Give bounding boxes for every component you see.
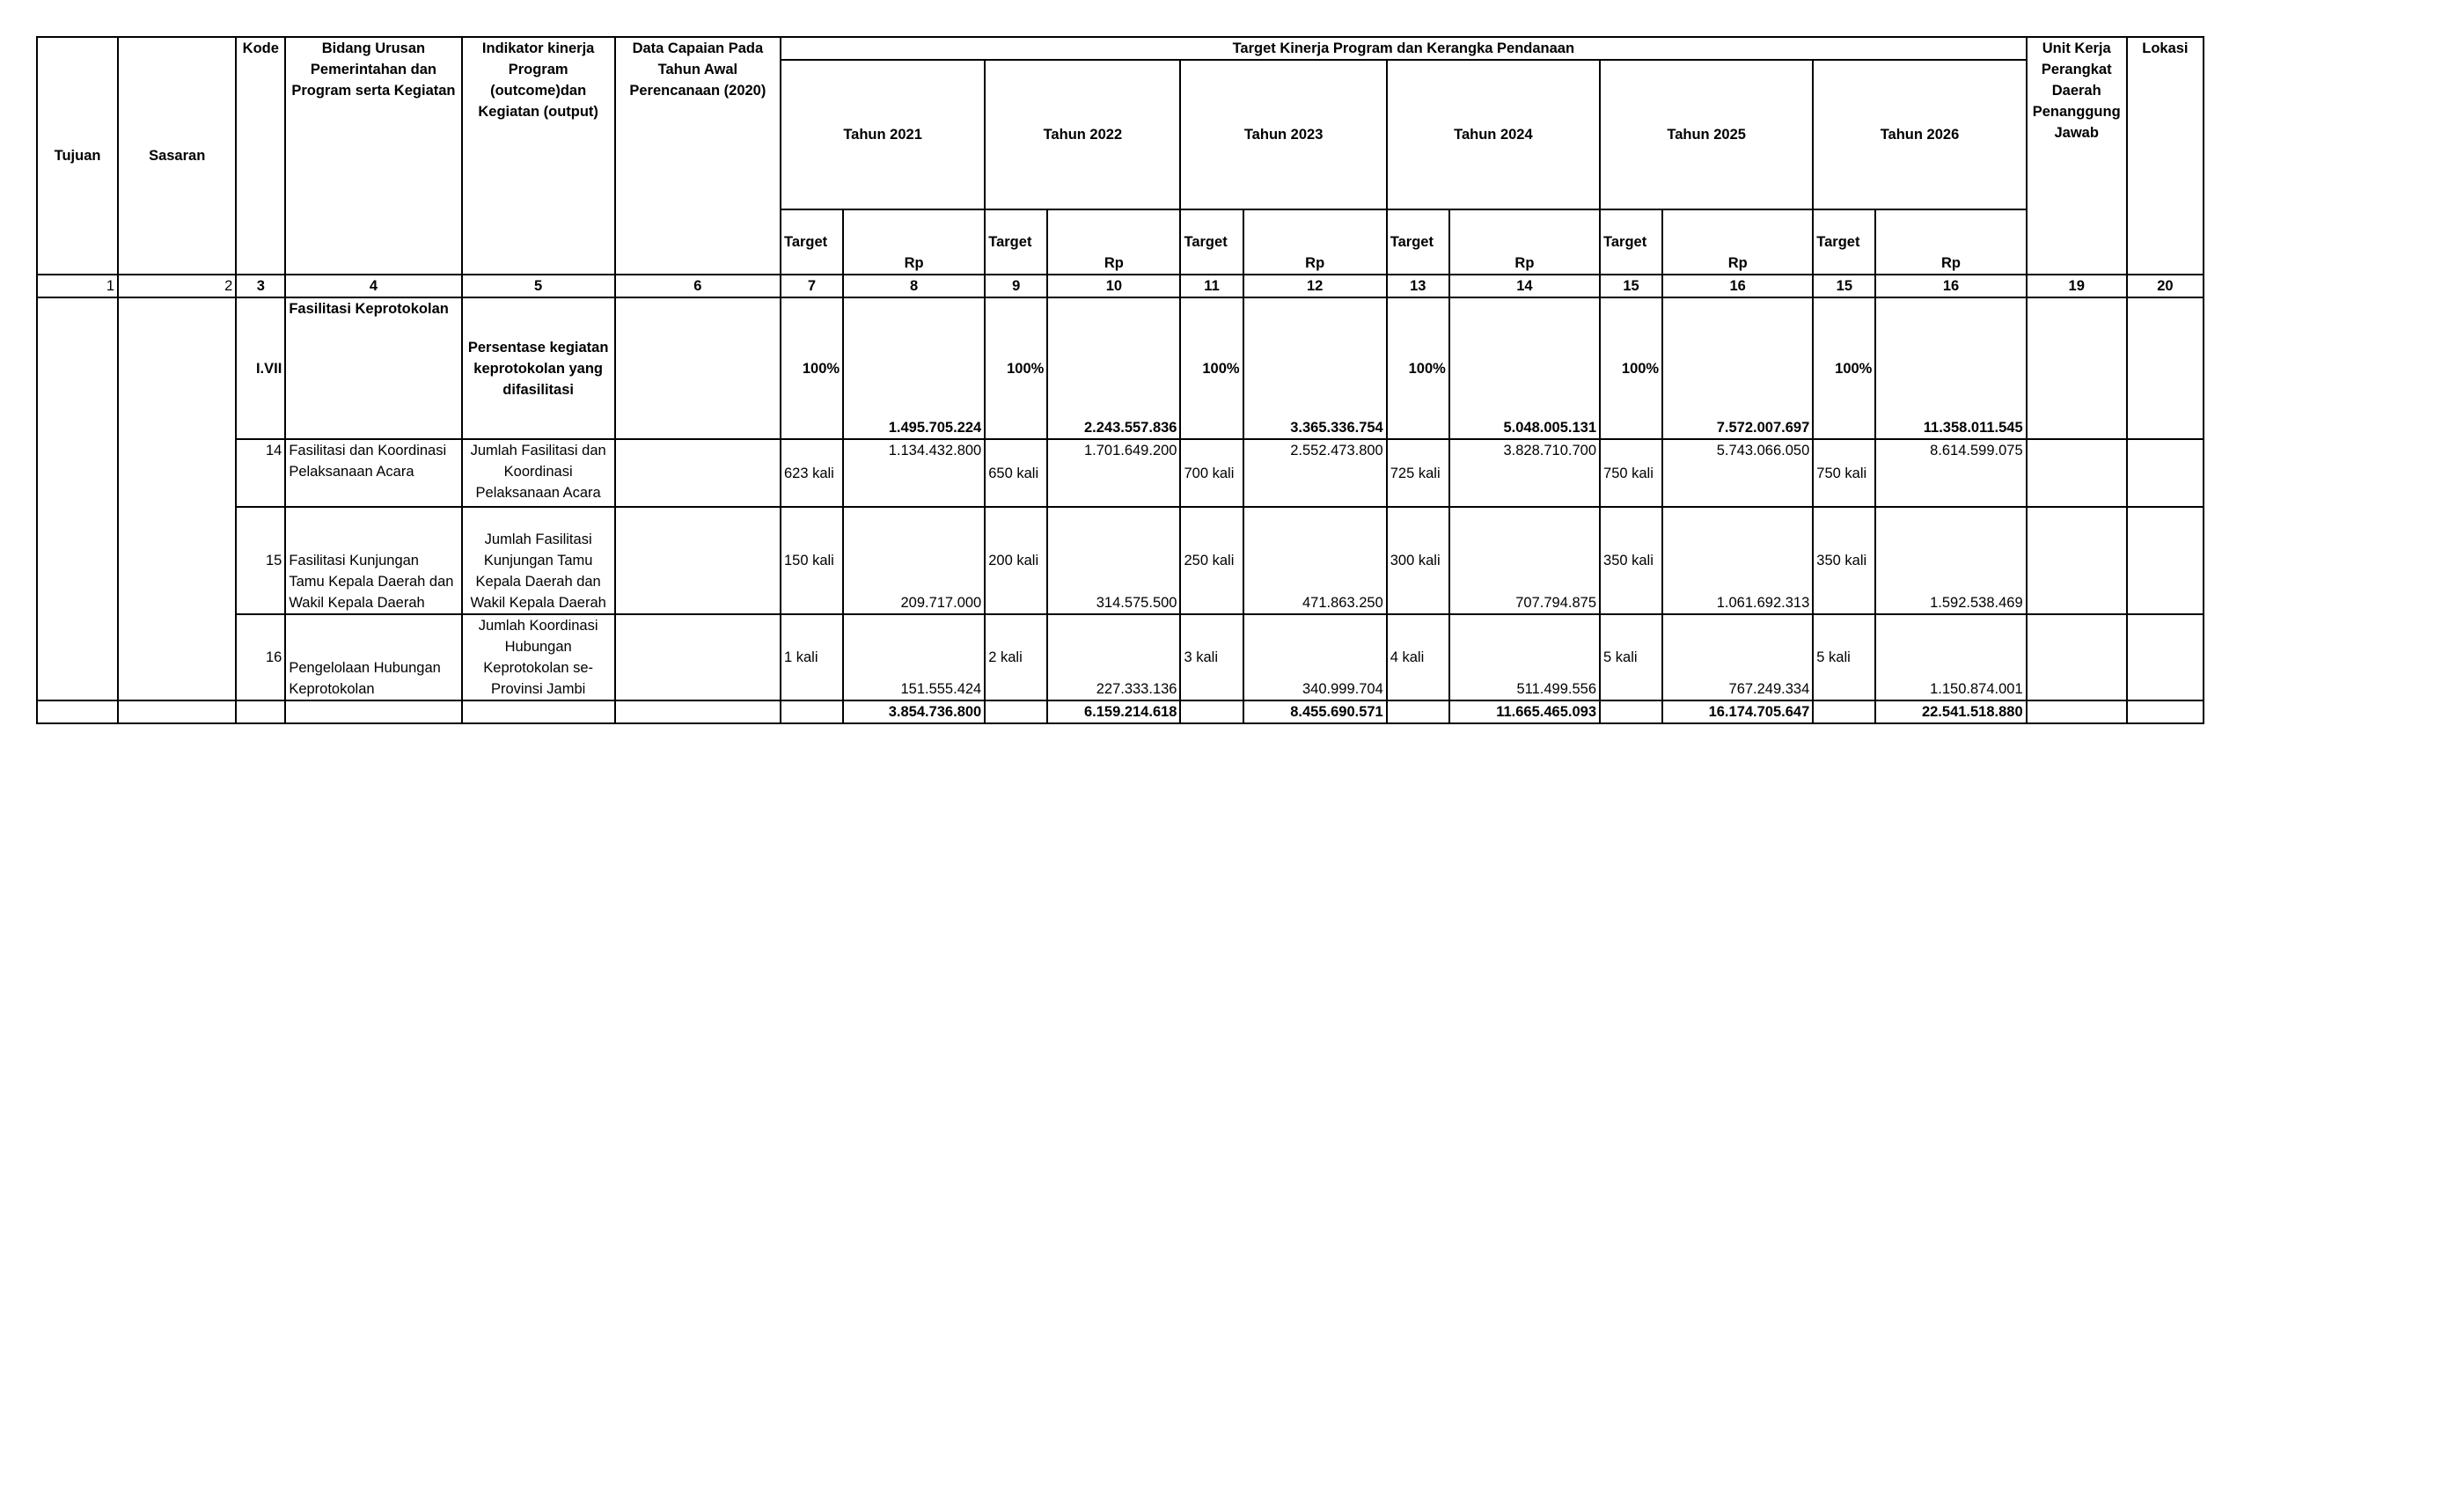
program-rp: 11.358.011.545 — [1875, 297, 2026, 439]
activity-target: 750 kali — [1600, 439, 1662, 507]
total-rp: 16.174.705.647 — [1662, 700, 1813, 723]
activity-rp: 340.999.704 — [1243, 614, 1387, 700]
activity-target: 250 kali — [1180, 507, 1243, 614]
activity-rp: 511.499.556 — [1449, 614, 1600, 700]
activity-row — [37, 507, 2204, 614]
activity-target: 5 kali — [1600, 614, 1662, 700]
header-target-group: Target Kinerja Program dan Kerangka Pendanaan — [781, 37, 2027, 60]
activity-name: Pengelolaan Hubungan Keprotokolan — [285, 614, 461, 700]
activity-kode: 15 — [236, 507, 285, 614]
rp-label: Rp — [843, 209, 985, 275]
program-target: 100% — [1387, 297, 1449, 439]
col-number: 8 — [843, 275, 985, 297]
rp-label: Rp — [1875, 209, 2026, 275]
activity-rp: 1.592.538.469 — [1875, 507, 2026, 614]
activity-name: Fasilitasi Kunjungan Tamu Kepala Daerah dan Wakil Kepala Daerah — [285, 507, 461, 614]
col-number: 13 — [1387, 275, 1449, 297]
activity-target: 350 kali — [1600, 507, 1662, 614]
program-target: 100% — [985, 297, 1047, 439]
header-sasaran: Sasaran — [118, 37, 236, 275]
sasaran-cell — [118, 297, 236, 700]
activity-indikator: Jumlah Koordinasi Hubungan Keprotokolan se-Provinsi Jambi — [462, 614, 615, 700]
target-label: Target — [781, 209, 843, 275]
rencana-program-table — [36, 36, 2204, 724]
program-target: 100% — [1180, 297, 1243, 439]
activity-target: 150 kali — [781, 507, 843, 614]
activity-target: 623 kali — [781, 439, 843, 507]
header-bidang: Bidang Urusan Pemerintahan dan Program serta Kegiatan — [285, 37, 461, 275]
col-number: 7 — [781, 275, 843, 297]
activity-rp: 209.717.000 — [843, 507, 985, 614]
total-rp: 6.159.214.618 — [1047, 700, 1180, 723]
activity-kode: 14 — [236, 439, 285, 507]
col-number: 15 — [1600, 275, 1662, 297]
year-2023: Tahun 2023 — [1180, 60, 1386, 209]
rp-label: Rp — [1243, 209, 1387, 275]
activity-row — [37, 439, 2204, 507]
target-label: Target — [1813, 209, 1875, 275]
total-rp: 11.665.465.093 — [1449, 700, 1600, 723]
year-2024: Tahun 2024 — [1387, 60, 1600, 209]
activity-row — [37, 614, 2204, 700]
program-target: 100% — [1600, 297, 1662, 439]
activity-rp: 707.794.875 — [1449, 507, 1600, 614]
year-2026: Tahun 2026 — [1813, 60, 2026, 209]
program-row — [37, 297, 2204, 439]
col-number: 2 — [118, 275, 236, 297]
activity-target: 725 kali — [1387, 439, 1449, 507]
col-number: 10 — [1047, 275, 1180, 297]
target-label: Target — [1180, 209, 1243, 275]
header-indikator: Indikator kinerja Program (outcome)dan Kegiatan (output) — [462, 37, 615, 275]
year-2021: Tahun 2021 — [781, 60, 985, 209]
col-number: 16 — [1875, 275, 2026, 297]
total-rp: 22.541.518.880 — [1875, 700, 2026, 723]
tujuan-cell — [37, 297, 118, 700]
program-rp: 5.048.005.131 — [1449, 297, 1600, 439]
activity-indikator: Jumlah Fasilitasi Kunjungan Tamu Kepala Daerah dan Wakil Kepala Daerah — [462, 507, 615, 614]
activity-indikator: Jumlah Fasilitasi dan Koordinasi Pelaksanaan Acara — [462, 439, 615, 507]
activity-target: 350 kali — [1813, 507, 1875, 614]
activity-target: 700 kali — [1180, 439, 1243, 507]
col-number: 6 — [615, 275, 781, 297]
col-number: 19 — [2027, 275, 2127, 297]
col-number: 14 — [1449, 275, 1600, 297]
col-number: 4 — [285, 275, 461, 297]
col-number: 20 — [2127, 275, 2204, 297]
activity-name: Fasilitasi dan Koordinasi Pelaksanaan Acara — [285, 439, 461, 507]
program-rp: 1.495.705.224 — [843, 297, 985, 439]
activity-target: 300 kali — [1387, 507, 1449, 614]
activity-rp: 5.743.066.050 — [1662, 439, 1813, 507]
activity-rp: 227.333.136 — [1047, 614, 1180, 700]
col-number: 1 — [37, 275, 118, 297]
program-rp: 2.243.557.836 — [1047, 297, 1180, 439]
header-unit-kerja: Unit Kerja Perangkat Daerah Penanggung Jawab — [2027, 37, 2127, 275]
activity-rp: 151.555.424 — [843, 614, 985, 700]
activity-rp: 8.614.599.075 — [1875, 439, 2026, 507]
total-rp: 8.455.690.571 — [1243, 700, 1387, 723]
activity-rp: 3.828.710.700 — [1449, 439, 1600, 507]
activity-target: 750 kali — [1813, 439, 1875, 507]
activity-target: 3 kali — [1180, 614, 1243, 700]
year-2022: Tahun 2022 — [985, 60, 1180, 209]
col-number: 12 — [1243, 275, 1387, 297]
activity-target: 4 kali — [1387, 614, 1449, 700]
program-target: 100% — [1813, 297, 1875, 439]
activity-rp: 1.134.432.800 — [843, 439, 985, 507]
program-rp: 7.572.007.697 — [1662, 297, 1813, 439]
header-lokasi: Lokasi — [2127, 37, 2204, 275]
activity-kode: 16 — [236, 614, 285, 700]
activity-rp: 314.575.500 — [1047, 507, 1180, 614]
col-number: 9 — [985, 275, 1047, 297]
target-label: Target — [985, 209, 1047, 275]
col-number: 16 — [1662, 275, 1813, 297]
totals-row — [37, 700, 2204, 723]
activity-rp: 1.150.874.001 — [1875, 614, 2026, 700]
program-target: 100% — [781, 297, 843, 439]
program-indikator: Persentase kegiatan keprotokolan yang difasilitasi — [462, 297, 615, 439]
activity-target: 650 kali — [985, 439, 1047, 507]
header-data-capaian: Data Capaian Pada Tahun Awal Perencanaan (2020) — [615, 37, 781, 275]
header-tujuan: Tujuan — [37, 37, 118, 275]
activity-target: 1 kali — [781, 614, 843, 700]
target-label: Target — [1387, 209, 1449, 275]
header-kode: Kode — [236, 37, 285, 275]
col-number: 15 — [1813, 275, 1875, 297]
program-rp: 3.365.336.754 — [1243, 297, 1387, 439]
rp-label: Rp — [1449, 209, 1600, 275]
program-name: Fasilitasi Keprotokolan — [285, 297, 461, 439]
activity-rp: 1.061.692.313 — [1662, 507, 1813, 614]
activity-rp: 2.552.473.800 — [1243, 439, 1387, 507]
year-2025: Tahun 2025 — [1600, 60, 1813, 209]
activity-rp: 767.249.334 — [1662, 614, 1813, 700]
target-label: Target — [1600, 209, 1662, 275]
activity-target: 5 kali — [1813, 614, 1875, 700]
col-number: 5 — [462, 275, 615, 297]
activity-rp: 1.701.649.200 — [1047, 439, 1180, 507]
rp-label: Rp — [1662, 209, 1813, 275]
col-number: 3 — [236, 275, 285, 297]
activity-target: 2 kali — [985, 614, 1047, 700]
activity-target: 200 kali — [985, 507, 1047, 614]
rp-label: Rp — [1047, 209, 1180, 275]
col-number: 11 — [1180, 275, 1243, 297]
program-kode: I.VII — [236, 297, 285, 439]
total-rp: 3.854.736.800 — [843, 700, 985, 723]
activity-rp: 471.863.250 — [1243, 507, 1387, 614]
